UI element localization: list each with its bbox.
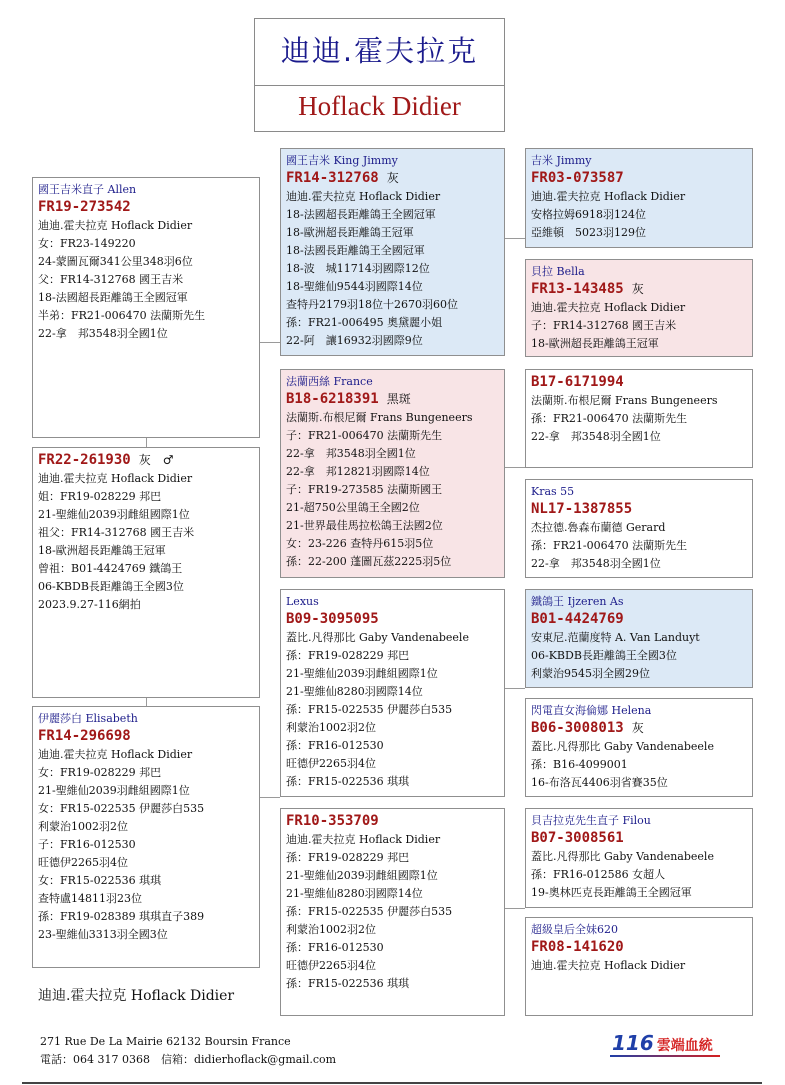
card-line: 迪迪.霍夫拉克 Hoflack Didier	[38, 748, 193, 761]
card-line: 孫：22-200 蓬圖瓦茲2225羽5位	[286, 555, 452, 568]
card-line: 利蒙治1002羽2位	[38, 820, 128, 833]
card-line: 23-聖維仙3313羽全國3位	[38, 928, 168, 941]
ring-number: FR22-261930	[38, 452, 131, 468]
card-header: 國王吉米直子 Allen	[38, 183, 137, 196]
card-header: 超級皇后全妹620	[531, 923, 618, 936]
card-line: 18-歐洲超長距離鴿王冠軍	[38, 544, 166, 557]
card-lines	[38, 217, 254, 343]
card-line: 迪迪.霍夫拉克 Hoflack Didier	[531, 301, 686, 314]
card-line: 孫：FR19-028229 邦巴	[286, 851, 410, 864]
card-dam	[280, 369, 505, 578]
card-dam2	[280, 808, 505, 1016]
card-line: 24-蒙圖瓦爾341公里348羽6位	[38, 255, 193, 268]
card-line: 21-聖維仙8280羽國際14位	[286, 887, 423, 900]
ring-number: B17-6171994	[531, 374, 624, 390]
card-line: 18-法國超長距離鴿王全國冠軍	[38, 291, 188, 304]
card-line: 利蒙治1002羽2位	[286, 721, 376, 734]
ring-number: B07-3008561	[531, 830, 624, 846]
card-line: 19-奧林匹克長距離鴿王全國冠軍	[531, 886, 692, 899]
color-label: 灰	[631, 721, 644, 735]
card-header: 閃電直女海倫娜 Helena	[531, 704, 652, 717]
connector	[260, 797, 280, 798]
card-line: 蓋比.凡得那比 Gaby Vandenabeele	[286, 631, 469, 644]
card-line: 法蘭斯.布根尼爾 Frans Bungeneers	[286, 411, 473, 424]
title-english: Hoflack Didier	[298, 91, 461, 121]
address-line: 271 Rue De La Mairie 62132 Boursin France	[40, 1035, 291, 1048]
card-header: 伊麗莎白 Elisabeth	[38, 712, 138, 725]
card-sire2-sire	[525, 589, 753, 688]
card-dam2-sire	[525, 808, 753, 908]
card-line: 21-超750公里鴿王全國2位	[286, 501, 420, 514]
title-box	[254, 18, 505, 132]
card-line: 迪迪.霍夫拉克 Hoflack Didier	[38, 472, 193, 485]
card-header: Lexus	[286, 595, 319, 608]
card-line: 22-拿 邦3548羽全國1位	[286, 447, 416, 460]
card-line: 孫：FR19-028389 琪琪直子389	[38, 910, 205, 923]
ring-number-row	[38, 451, 254, 470]
brand-logo	[612, 1031, 713, 1055]
card-line: 18-法國超長距離鴿王全國冠軍	[286, 208, 436, 221]
ring-number: FR10-353709	[286, 813, 379, 829]
card-line: 22-拿 邦3548羽全國1位	[531, 430, 661, 443]
card-lines	[531, 392, 747, 446]
card-subject	[32, 447, 260, 698]
card-dam-sire	[525, 369, 753, 468]
card-lines	[38, 746, 254, 944]
card-header: 鐵鴿王 Ijzeren As	[531, 595, 624, 608]
card-lines	[531, 738, 747, 792]
bottom-rule	[22, 1082, 762, 1084]
ring-number: FR19-273542	[38, 199, 131, 215]
card-sire	[280, 148, 505, 356]
card-line: 孫：FR16-012530	[286, 739, 384, 752]
card-line: 旺德伊2265羽4位	[286, 959, 376, 972]
address-block	[40, 1033, 336, 1069]
owner-name: 迪迪.霍夫拉克 Hoflack Didier	[38, 988, 235, 1004]
card-line: 22-拿 邦3548羽全國1位	[531, 557, 661, 570]
ring-number: FR03-073587	[531, 170, 624, 186]
title-divider	[255, 85, 504, 86]
card-header: 貝吉拉克先生直子 Filou	[531, 814, 651, 827]
card-line: 利蒙治9545羽全國29位	[531, 667, 650, 680]
card-line: 21-聖維仙2039羽雌組國際1位	[286, 667, 438, 680]
card-line: 杰拉德.魯森布蘭德 Gerard	[531, 521, 666, 534]
card-line: 孫：FR16-012586 女超人	[531, 868, 666, 881]
card-subject-dam-side	[32, 706, 260, 968]
connector	[260, 342, 280, 343]
card-lines	[531, 188, 747, 242]
ring-number: FR08-141620	[531, 939, 624, 955]
card-header: Kras 55	[531, 485, 575, 498]
card-lines	[286, 629, 499, 791]
card-dam2-dam	[525, 917, 753, 1016]
card-header: 國王吉米 King Jimmy	[286, 154, 398, 167]
card-line: 22-拿 邦3548羽全國1位	[38, 327, 168, 340]
ring-number-row	[286, 390, 499, 409]
card-line: 孫：FR19-028229 邦巴	[286, 649, 410, 662]
card-sire-dam	[525, 259, 753, 357]
ring-number: B06-3008013	[531, 720, 624, 736]
card-line: 18-聖維仙9544羽國際14位	[286, 280, 423, 293]
card-lines	[531, 957, 747, 975]
connector	[146, 438, 147, 447]
card-line: 孫：FR15-022536 琪琪	[286, 977, 410, 990]
card-line: 22-阿 讓16932羽國際9位	[286, 334, 423, 347]
card-line: 21-世界最佳馬拉松鴿王法國2位	[286, 519, 443, 532]
ring-number: NL17-1387855	[531, 501, 633, 517]
card-line: 06-KBDB長距離鴿王全國3位	[531, 649, 677, 662]
card-line: 孫：FR15-022536 琪琪	[286, 775, 410, 788]
card-line: 利蒙治1002羽2位	[286, 923, 376, 936]
card-header: 吉米 Jimmy	[531, 154, 592, 167]
card-line: 18-歐洲超長距離鴿王冠軍	[286, 226, 414, 239]
card-line: 迪迪.霍夫拉克 Hoflack Didier	[286, 833, 441, 846]
card-lines	[286, 188, 499, 350]
card-line: 21-聖維仙8280羽國際14位	[286, 685, 423, 698]
card-line: 父：FR14-312768 國王吉米	[38, 273, 184, 286]
card-line: 21-聖維仙2039羽雌組國際1位	[38, 508, 190, 521]
card-line: 18-法國長距離鴿王全國冠軍	[286, 244, 425, 257]
card-line: 迪迪.霍夫拉克 Hoflack Didier	[286, 190, 441, 203]
card-line: 旺德伊2265羽4位	[286, 757, 376, 770]
card-line: 女：FR23-149220	[38, 237, 136, 250]
card-line: 女：FR15-022536 琪琪	[38, 874, 162, 887]
card-header: 貝拉 Bella	[531, 265, 585, 278]
connector	[146, 698, 147, 706]
card-line: 21-聖維仙2039羽雌組國際1位	[286, 869, 438, 882]
card-line: 祖父：FR14-312768 國王吉米	[38, 526, 195, 539]
card-line: 子：FR19-273585 法蘭斯國王	[286, 483, 443, 496]
card-lines	[38, 470, 254, 614]
ring-number-row	[531, 719, 747, 738]
card-line: 半弟：FR21-006470 法蘭斯先生	[38, 309, 206, 322]
card-line: 迪迪.霍夫拉克 Hoflack Didier	[38, 219, 193, 232]
connector	[505, 238, 525, 239]
card-lines	[531, 299, 747, 353]
card-line: 旺德伊2265羽4位	[38, 856, 128, 869]
card-line: 子：FR21-006470 法蘭斯先生	[286, 429, 443, 442]
card-subject-sire-side	[32, 177, 260, 438]
color-label: 黑斑	[386, 392, 411, 406]
card-lines	[286, 831, 499, 993]
card-line: 安格拉姆6918羽124位	[531, 208, 646, 221]
card-line: 孫：FR15-022535 伊麗莎白535	[286, 905, 453, 918]
card-line: 法蘭斯.布根尼爾 Frans Bungeneers	[531, 394, 718, 407]
card-line: 查特盧14811羽23位	[38, 892, 142, 905]
card-line: 子：FR14-312768 國王吉米	[531, 319, 677, 332]
card-lines	[286, 409, 499, 571]
card-line: 曾祖：B01-4424769 鐵鴿王	[38, 562, 183, 575]
card-line: 06-KBDB長距離鴿王全國3位	[38, 580, 184, 593]
card-line: 孫：FR16-012530	[286, 941, 384, 954]
card-line: 孫：FR21-006495 奧黛麗小姐	[286, 316, 443, 329]
card-line: 21-聖維仙2039羽雌組國際1位	[38, 784, 190, 797]
card-line: 孫：FR15-022535 伊麗莎白535	[286, 703, 453, 716]
card-line: 女：FR19-028229 邦巴	[38, 766, 162, 779]
ring-number: FR14-312768	[286, 170, 379, 186]
card-line: 迪迪.霍夫拉克 Hoflack Didier	[531, 190, 686, 203]
card-dam-dam	[525, 479, 753, 578]
card-lines	[531, 519, 747, 573]
card-lines	[531, 848, 747, 902]
logo-text: 雲端血統	[656, 1038, 713, 1054]
card-line: 女：FR15-022535 伊麗莎白535	[38, 802, 205, 815]
card-line: 查特丹2179羽18位十2670羽60位	[286, 298, 458, 311]
card-line: 18-歐洲超長距離鴿王冠軍	[531, 337, 659, 350]
card-header: 法蘭西絲 France	[286, 375, 373, 388]
card-line: 亞維頓 5023羽129位	[531, 226, 646, 239]
color-label: 灰 ♂	[138, 453, 174, 467]
title-chinese: 迪迪.霍夫拉克	[280, 34, 479, 68]
card-line: 孫：FR21-006470 法蘭斯先生	[531, 539, 688, 552]
color-label: 灰	[631, 282, 644, 296]
ring-number: B09-3095095	[286, 611, 379, 627]
connector	[505, 467, 525, 468]
connector	[505, 908, 525, 909]
ring-number: B01-4424769	[531, 611, 624, 627]
card-sire2	[280, 589, 505, 797]
ring-number: B18-6218391	[286, 391, 379, 407]
card-line: 安東尼.范蘭度特 A. Van Landuyt	[531, 631, 700, 644]
card-line: 2023.9.27-116網拍	[38, 598, 141, 611]
card-line: 蓋比.凡得那比 Gaby Vandenabeele	[531, 740, 714, 753]
card-line: 22-拿 邦12821羽國際14位	[286, 465, 430, 478]
card-line: 18-波 城11714羽國際12位	[286, 262, 430, 275]
contact-line: 電話：064 317 0368 信箱：didierhoflack@gmail.com	[40, 1053, 337, 1066]
logo-number: 116	[612, 1031, 654, 1055]
card-line: 迪迪.霍夫拉克 Hoflack Didier	[531, 959, 686, 972]
logo-underline	[610, 1055, 720, 1057]
ring-number: FR13-143485	[531, 281, 624, 297]
connector	[505, 688, 525, 689]
card-sire2-dam	[525, 698, 753, 797]
card-line: 孫：FR21-006470 法蘭斯先生	[531, 412, 688, 425]
card-lines	[531, 629, 747, 683]
ring-number-row	[531, 280, 747, 299]
card-line: 子：FR16-012530	[38, 838, 136, 851]
card-line: 16-布洛瓦4406羽省賽35位	[531, 776, 668, 789]
card-line: 女：23-226 查特丹615羽5位	[286, 537, 434, 550]
color-label: 灰	[386, 171, 399, 185]
card-line: 孫：B16-4099001	[531, 758, 628, 771]
card-line: 姐：FR19-028229 邦巴	[38, 490, 162, 503]
card-line: 蓋比.凡得那比 Gaby Vandenabeele	[531, 850, 714, 863]
ring-number: FR14-296698	[38, 728, 131, 744]
card-sire-sire	[525, 148, 753, 248]
ring-number-row	[286, 169, 499, 188]
